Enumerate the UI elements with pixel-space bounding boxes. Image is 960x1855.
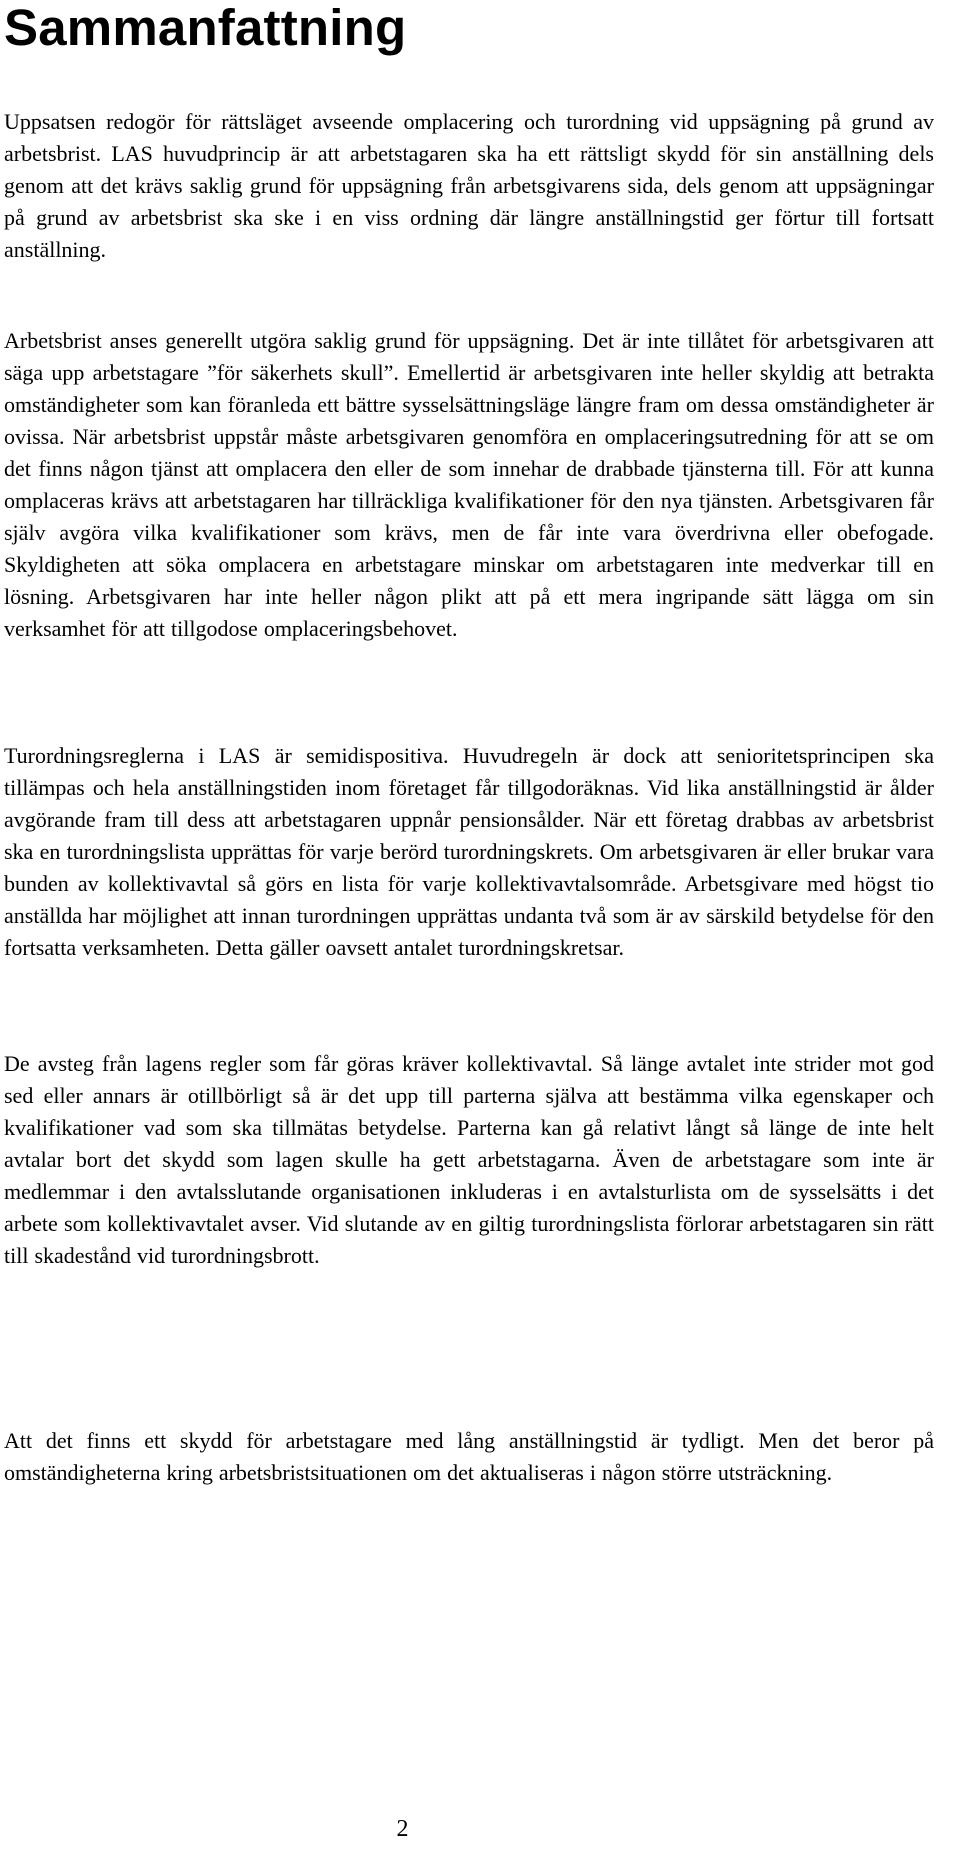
paragraph-omplacering: Arbetsbrist anses generellt utgöra saklig grund för uppsägning. Det är inte tillåtet för arbetsgivaren att säga upp arbetstagare ”för säkerhets skull”. Emellertid är arbetsgivaren inte heller skyldig att betrakta omständigheter som kan föranleda ett bättre sysselsättningsläge längre fram om dessa omständigheter är ovissa. När arbetsbrist uppstår måste arbetsgivaren genomföra en omplaceringsutredning för att se om det finns någon tjänst att omplacera den eller de som innehar de drabbade tjänsterna till. För att kunna omplaceras krävs att arbetstagaren har tillräckliga kvalifikationer för den nya tjänsten. Arbetsgivaren får själv avgöra vilka kvalifikationer som krävs, men de får inte vara överdrivna eller obefogade. Skyldigheten att söka omplacera en arbetstagare minskar om arbetstagaren inte medverkar till en lösning. Arbetsgivaren har inte heller någon plikt att på ett mera ingripande sätt lägga om sin verksamhet för att tillgodose omplaceringsbehovet.	[4, 328, 934, 641]
paragraph-conclusion: Att det finns ett skydd för arbetstagare med lång anställningstid är tydligt. Men det beror på omständigheterna kring arbetsbristsituationen om det aktualiseras i någon större utsträckning.	[4, 1428, 934, 1485]
paragraph-intro: Uppsatsen redogör för rättsläget avseende omplacering och turordning vid uppsägning på grund av arbetsbrist. LAS huvudprincip är att arbetstagaren ska ha ett rättsligt skydd för sin anställning dels genom att det krävs saklig grund för uppsägning från arbetsgivarens sida, dels genom att uppsägningar på grund av arbetsbrist ska ske i en viss ordning där längre anställningstid ger förtur till fortsatt anställning.	[4, 109, 934, 262]
page-number: 2	[396, 1816, 409, 1842]
page-title: Sammanfattning	[4, 0, 407, 56]
paragraph-avsteg-kollektivavtal: De avsteg från lagens regler som får göras kräver kollektivavtal. Så länge avtalet inte strider mot god sed eller annars är otillbörligt så är det upp till parterna själva att bestämma vilka egenskaper och kvalifikationer vad som ska tillmätas betydelse. Parterna kan gå relativt långt så länge de inte helt avtalar bort det skydd som lagen skulle ha gett arbetstagarna. Även de arbetstagare som inte är medlemmar i den avtalsslutande organisationen inkluderas i en avtalsturlista om de sysselsätts i det arbete som kollektivavtalet avser. Vid slutande av en giltig turordningslista förlorar arbetstagaren sin rätt till skadestånd vid turordningsbrott.	[4, 1051, 934, 1268]
paragraph-turordningsregler: Turordningsreglerna i LAS är semidispositiva. Huvudregeln är dock att senioritetsprincipen ska tillämpas och hela anställningstiden inom företaget får tillgodoräknas. Vid lika anställningstid är ålder avgörande fram till dess att arbetstagaren uppnår pensionsålder. När ett företag drabbas av arbetsbrist ska en turordningslista upprättas för varje berörd turordningskrets. Om arbetsgivaren är eller brukar vara bunden av kollektivavtal så görs en lista för varje kollektivavtalsområde. Arbetsgivare med högst tio anställda har möjlighet att innan turordningen upprättas undanta två som är av särskild betydelse för den fortsatta verksamheten. Detta gäller oavsett antalet turordningskretsar.	[4, 743, 934, 960]
